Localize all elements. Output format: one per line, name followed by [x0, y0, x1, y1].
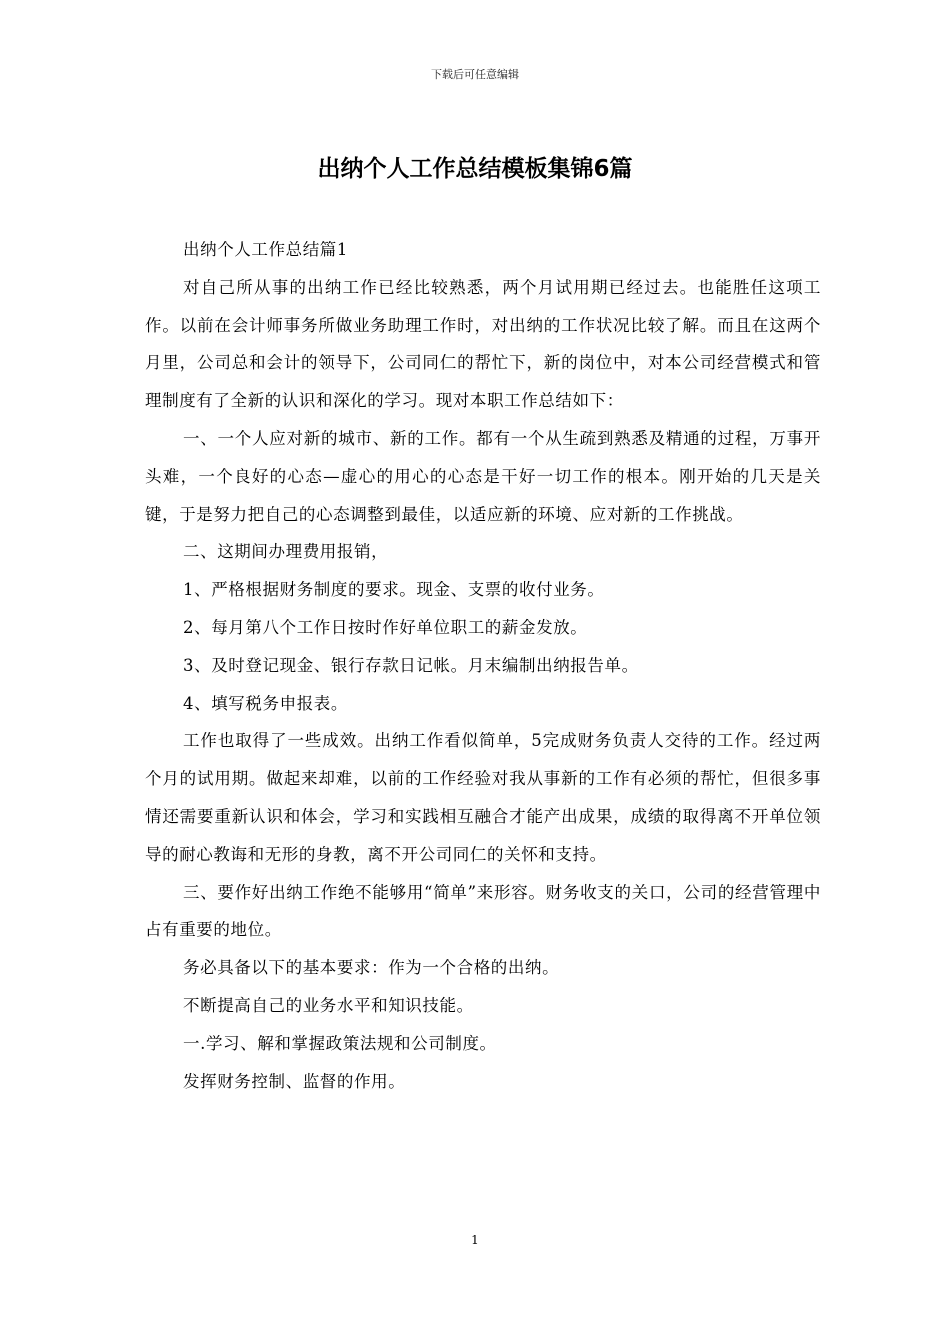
body-paragraph: 不断提高自己的业务水平和知识技能。	[183, 995, 474, 1015]
document-title: 出纳个人工作总结模板集锦6篇	[317, 156, 633, 182]
body-paragraph: 一、一个人应对新的城市、新的工作。都有一个从生疏到熟悉及精通的过程，万事开头难，一个良好的心态—虚心的用心的心态是干好一切工作的根本。刚开始的几天是关键，于是努力把自己的心态调整到最佳，以适应新的环境、应对新的工作挑战。	[145, 428, 821, 524]
list-item: 3、及时登记现金、银行存款日记帐。月末编制出纳报告单。	[183, 655, 639, 675]
body-paragraph: 一.学习、解和掌握政策法规和公司制度。	[183, 1033, 497, 1053]
section-heading: 出纳个人工作总结篇1	[183, 240, 348, 259]
list-item: 4、填写税务申报表。	[183, 693, 348, 713]
page-number: 1	[471, 1233, 479, 1247]
body-paragraph: 二、这期间办理费用报销，	[183, 542, 389, 562]
body-paragraph: 发挥财务控制、监督的作用。	[183, 1071, 406, 1091]
body-paragraph: 工作也取得了一些成效。出纳工作看似简单，5完成财务负责人交待的工作。经过两个月的试用期。做起来却难，以前的工作经验对我从事新的工作有必须的帮忙，但很多事情还需要重新认识和体会，学习和实践相互融合才能产出成果，成绩的取得离不开单位领导的耐心教诲和无形的身教，离不开公司同仁的关怀和支持。	[145, 731, 821, 864]
header-note: 下载后可任意编辑	[431, 68, 519, 81]
body-paragraph: 三、要作好出纳工作绝不能够用“简单”来形容。财务收支的关口，公司的经营管理中占有重要的地位。	[145, 882, 821, 940]
body-paragraph: 务必具备以下的基本要求：作为一个合格的出纳。	[183, 958, 560, 978]
document-body	[145, 231, 821, 1100]
list-item: 2、每月第八个工作日按时作好单位职工的薪金发放。	[183, 617, 588, 637]
list-item: 1、严格根据财务制度的要求。现金、支票的收付业务。	[183, 580, 605, 600]
body-paragraph: 对自己所从事的出纳工作已经比较熟悉，两个月试用期已经过去。也能胜任这项工作。以前在会计师事务所做业务助理工作时，对出纳的工作状况比较了解。而且在这两个月里，公司总和会计的领导下，公司同仁的帮忙下，新的岗位中，对本公司经营模式和管理制度有了全新的认识和深化的学习。现对本职工作总结如下：	[145, 277, 821, 411]
